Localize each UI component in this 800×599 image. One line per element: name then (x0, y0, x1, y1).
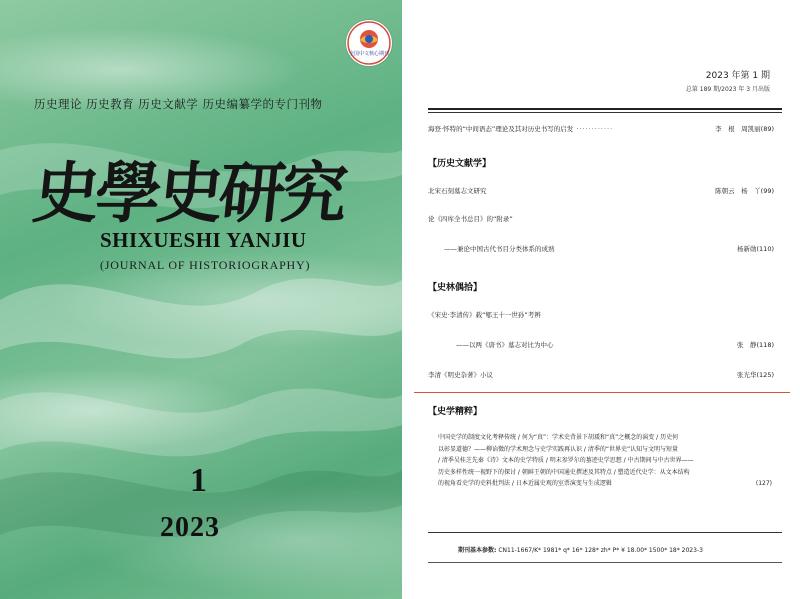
toc-entry-title: 北宋石刻墓志文研究 (428, 187, 487, 195)
meta-bottom-rule (428, 562, 782, 563)
digest-line: 的视角看史学的史料批判法 / 日本近属史观的室票演变与生成逻辑 (438, 480, 612, 488)
issue-number: 1 (190, 462, 207, 499)
digest-line: 以彰显道德？——柳诒徵的学术理念与史学实践再认识 / 清季的“世界史”认知与文明与短量 (438, 445, 679, 453)
toc-entry-title: ——兼论中国古代书目分类体系的成熟 (444, 245, 555, 253)
toc-entry[interactable] (428, 370, 774, 379)
journal-title-chinese: 史學史研究 (29, 154, 348, 232)
toc-section-heading: 【史林偶拾】 (428, 283, 483, 293)
journal-subtitle-english: (JOURNAL OF HISTORIOGRAPHY) (100, 258, 311, 272)
toc-entry-title: 《宋史·李清传》载“郇王十一世孙”考辨 (428, 311, 541, 319)
journal-emblem (346, 20, 392, 66)
toc-entry-author: 李 根 周凯丽(89) (715, 125, 774, 133)
toc-entry-title: 论《四库全书总目》的“附录” (428, 215, 513, 223)
toc-entry-title: ——以两《唐书》墓志对比为中心 (456, 341, 554, 349)
digest-page-ref: (127) (755, 480, 772, 488)
digest-line: 历史多样性统一视野下的探讨 / 朝鲜王朝的中国通史撰述及其特点 / 塑造近代史学：从文本结构 (438, 468, 690, 476)
toc-entry-author: 张 静(118) (737, 341, 774, 349)
table-of-contents-page (402, 0, 800, 599)
emblem-icon (346, 20, 392, 66)
toc-top-rule (428, 108, 782, 110)
journal-parameters-label: 期刊基本参数: (458, 547, 497, 554)
toc-section-heading: 【历史文献学】 (428, 159, 492, 169)
section-divider (414, 392, 790, 393)
toc-entry-title: 李清《明史杂著》小议 (428, 371, 493, 379)
toc-entry[interactable] (428, 186, 774, 195)
toc-entry-title: 海登·怀特的“中间语态”理论及其对历史书写的启发 (428, 125, 574, 133)
digest-line: / 清季吴桂芝先秦《诗》文本的史学特质 / 明末参罗尔的墓迹史学思想 / 中古期间与中古世界—— (438, 457, 694, 465)
toc-entry-author: 张光华(125) (737, 371, 774, 379)
meta-top-rule (428, 532, 782, 533)
toc-entry[interactable] (428, 244, 774, 253)
cover-tagline: 历史理论 历史教育 历史文献学 历史编纂学的专门刊物 (34, 97, 323, 111)
toc-section-heading: 【史学精粹】 (428, 407, 483, 417)
toc-entry-author: 杨新勋(110) (737, 245, 774, 253)
digest-line: 中国史学的制度文化考释传统 / 何为“真”：学术史背景下胡瑗和“真”之概念的演变 / 历史何 (438, 434, 679, 441)
toc-entry-author: 陈朝云 杨 丫(99) (715, 187, 774, 195)
emblem-label: 全国中文核心期刊 (348, 51, 389, 57)
journal-parameters-value: CN11-1667/K* 1981* q* 16* 128* zh* P* ¥ 18.00* 1500* 18* 2023-3 (498, 547, 703, 554)
toc-total-issue: 总第 189 期/2023 年 3 月出版 (685, 86, 770, 93)
toc-entry[interactable] (428, 310, 774, 319)
toc-year-issue: 2023 年第 1 期 (705, 71, 770, 81)
journal-parameters (458, 545, 703, 554)
journal-title-english: SHIXUESHI YANJIU (100, 228, 307, 252)
digest-paragraph (438, 432, 772, 490)
issue-year: 2023 (160, 512, 220, 543)
toc-top-rule-thin (428, 112, 782, 113)
toc-entry[interactable] (428, 214, 774, 223)
toc-entry[interactable]: 海登·怀特的“中间语态”理论及其对历史书写的启发 ············ 李 根 周凯丽(89) (428, 125, 774, 133)
toc-entry[interactable] (428, 340, 774, 349)
